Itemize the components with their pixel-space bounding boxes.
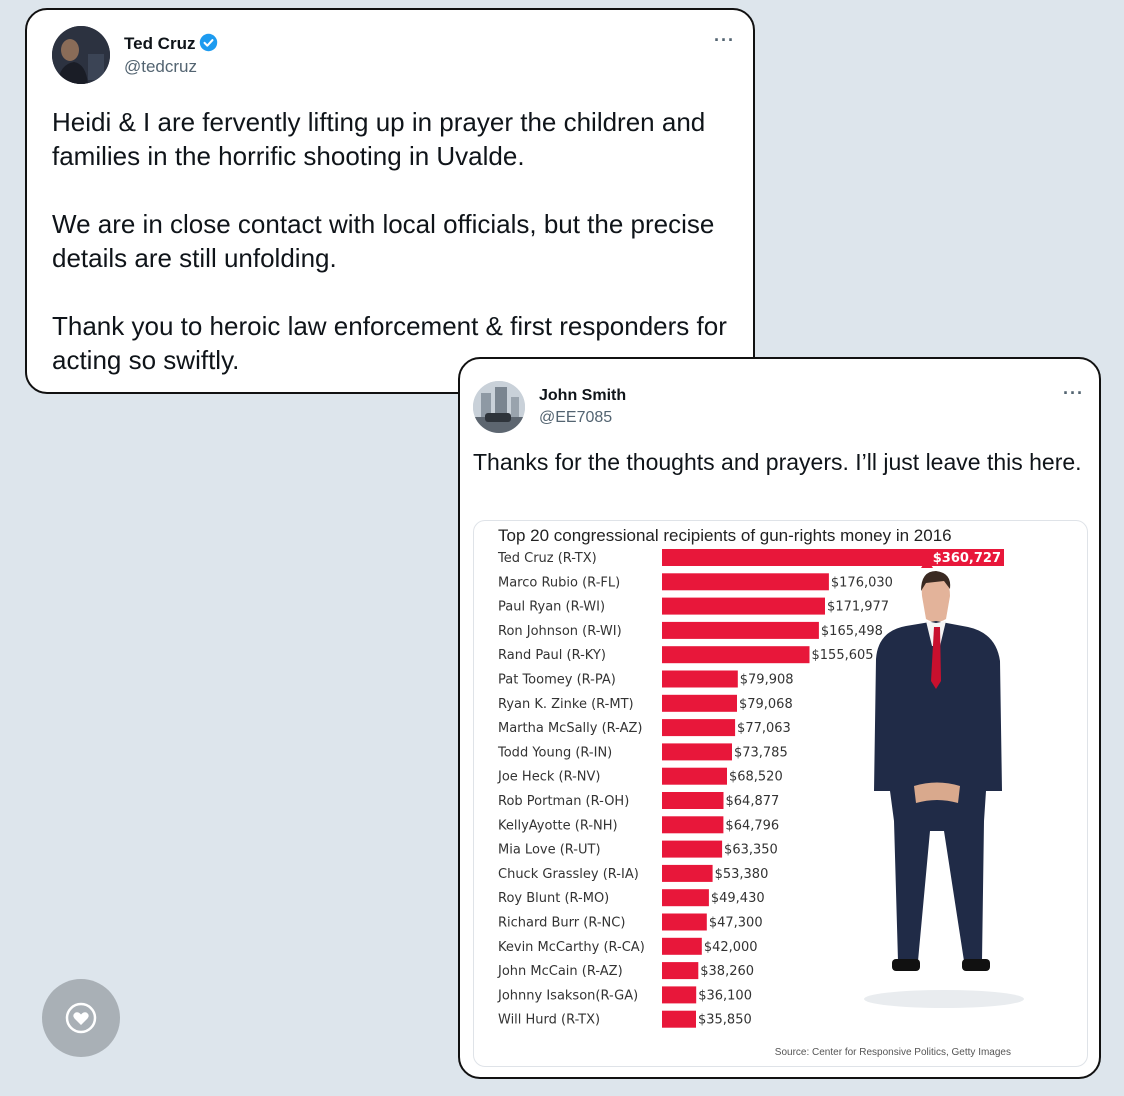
bar-value: $165,498 xyxy=(820,623,883,639)
bar xyxy=(662,695,737,712)
bar-value: $176,030 xyxy=(830,575,893,591)
bar-label: KellyAyotte (R-NH) xyxy=(498,818,618,834)
user-name[interactable]: Ted Cruz xyxy=(124,33,218,54)
bar-value: $79,068 xyxy=(738,696,793,712)
bar-label: Todd Young (R-IN) xyxy=(498,745,613,761)
bar-label: Ron Johnson (R-WI) xyxy=(498,623,622,639)
bar xyxy=(662,768,727,785)
bar-value: $63,350 xyxy=(724,842,778,858)
bar-value: $49,430 xyxy=(710,891,765,907)
chart-image[interactable] xyxy=(473,520,1088,1067)
bar xyxy=(662,743,732,760)
bar-label: Kevin McCarthy (R-CA) xyxy=(498,939,645,955)
chart-source: Source: Center for Responsive Politics, Getty Images xyxy=(774,1047,1011,1058)
bar xyxy=(662,598,825,615)
bar xyxy=(662,816,723,833)
bar-value: $171,977 xyxy=(827,599,890,615)
user-name[interactable]: John Smith xyxy=(539,387,627,404)
bar xyxy=(662,573,829,590)
bar xyxy=(662,646,810,663)
bar xyxy=(662,622,819,639)
bar-label: Johnny Isakson(R-GA) xyxy=(498,988,639,1004)
bar-label: Roy Blunt (R-MO) xyxy=(498,891,610,907)
bar-label: Rob Portman (R-OH) xyxy=(498,794,630,809)
bar-label: Joe Heck (R-NV) xyxy=(498,769,601,785)
bar-value: $36,100 xyxy=(698,988,752,1004)
bar-label: Ted Cruz (R-TX) xyxy=(498,551,597,566)
user-handle[interactable]: @tedcruz xyxy=(124,57,198,76)
bar xyxy=(662,986,696,1003)
bar xyxy=(662,865,713,882)
bar-value: $68,520 xyxy=(728,769,783,785)
bar xyxy=(662,841,722,858)
bar-label: John McCain (R-AZ) xyxy=(498,964,623,980)
chart-title: Top 20 congressional recipients of gun-rights money in 2016 xyxy=(498,526,952,545)
bar-value: $77,063 xyxy=(737,721,791,737)
bar xyxy=(662,938,702,955)
bar xyxy=(662,962,698,979)
tweet-paragraph: We are in close contact with local officials, but the precise details are still unfolding. xyxy=(52,209,715,273)
bar-value: $53,380 xyxy=(714,866,769,882)
bar xyxy=(662,792,724,809)
verified-badge-icon xyxy=(199,33,218,52)
bar xyxy=(662,914,707,931)
bar-label: Richard Burr (R-NC) xyxy=(498,915,626,931)
bar-value: $79,908 xyxy=(739,672,794,688)
tweet-paragraph: Thank you to heroic law enforcement & first responders for acting so swiftly. xyxy=(52,311,727,375)
like-heart-button[interactable] xyxy=(42,979,120,1057)
more-options-icon[interactable]: ··· xyxy=(1063,383,1084,403)
bar xyxy=(662,1011,696,1028)
avatar[interactable] xyxy=(473,381,525,433)
bar xyxy=(662,889,709,906)
bar-value: $42,000 xyxy=(703,939,758,955)
heart-icon xyxy=(65,1002,97,1034)
more-options-icon[interactable]: ··· xyxy=(714,30,735,50)
user-handle[interactable]: @EE7085 xyxy=(539,409,613,426)
bar-label: Chuck Grassley (R-IA) xyxy=(498,866,639,882)
bar-label: Mia Love (R-UT) xyxy=(498,842,601,858)
bar-label: Pat Toomey (R-PA) xyxy=(498,672,616,688)
bar-value: $64,796 xyxy=(725,818,780,834)
avatar[interactable] xyxy=(52,26,110,84)
tweet-text: Thanks for the thoughts and prayers. I’ll just leave this here. xyxy=(473,449,1082,475)
bar-value: $64,877 xyxy=(725,794,780,809)
bar xyxy=(662,671,738,688)
bar-label: Will Hurd (R-TX) xyxy=(498,1012,601,1028)
bar xyxy=(662,719,735,736)
bar-value: $35,850 xyxy=(697,1012,752,1028)
bar-value: $155,605 xyxy=(811,648,874,664)
bar-value: $360,727 xyxy=(932,551,1001,566)
bar-label: Paul Ryan (R-WI) xyxy=(498,599,606,615)
bar-value: $73,785 xyxy=(733,745,788,761)
bar-value: $47,300 xyxy=(708,915,763,931)
bar-chart xyxy=(474,521,1087,1066)
bar-label: Marco Rubio (R-FL) xyxy=(498,575,621,591)
bar-value: $38,260 xyxy=(700,964,755,980)
bar-label: Rand Paul (R-KY) xyxy=(498,648,606,664)
tweet-card-ee7085 xyxy=(458,357,1101,1079)
tweet-card-tedcruz xyxy=(25,8,755,394)
bar-label: Ryan K. Zinke (R-MT) xyxy=(498,696,634,712)
bar-label: Martha McSally (R-AZ) xyxy=(498,721,643,737)
tweet-paragraph: Heidi & I are fervently lifting up in prayer the children and families in the horrific shooting in Uvalde. xyxy=(52,107,706,171)
person-illustration xyxy=(864,571,1024,1008)
